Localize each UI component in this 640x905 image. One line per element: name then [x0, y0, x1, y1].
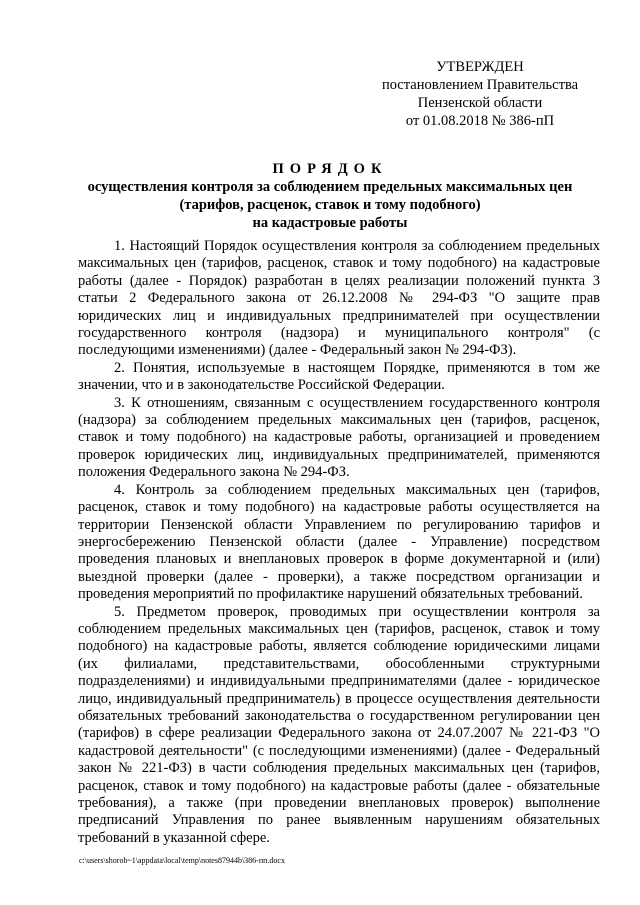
- footer-file-path: c:\users\shorob~1\appdata\local\temp\notes87944b\386-пп.docx: [79, 856, 285, 865]
- approval-authority: постановлением Правительства: [381, 77, 579, 93]
- document-body: [78, 238, 600, 847]
- title-line-3: на кадастровые работы: [252, 215, 408, 231]
- approval-stamp: [380, 58, 580, 130]
- paragraph-3: 3. К отношениям, связанным с осуществлением государственного контроля (надзора) за соблюдением предельных максимальных цен (тарифов, расценок, ставок и тому подобного) на кадастровые работы, организацией и проведением проверок юридических лиц, индивидуальных предпринимателей, применяются положения Федерального закона № 294-ФЗ.: [78, 394, 600, 481]
- approval-heading: УТВЕРЖДЕН: [436, 59, 524, 75]
- title-word: ПОРЯДОК: [272, 161, 388, 177]
- title-line-1: осуществления контроля за соблюдением предельных максимальных цен: [87, 179, 573, 195]
- approval-date-number: от 01.08.2018 № 386-пП: [405, 113, 555, 129]
- paragraph-5: 5. Предметом проверок, проводимых при осуществлении контроля за соблюдением предельных максимальных цен (тарифов, расценок, ставок и тому подобного) на кадастровые работы, является соблюдение юридическими лицами (их филиалами, представительствами, обособленными структурными подразделениями) и индивидуальными предпринимателями (далее - юридическое лицо, индивидуальный предприниматель) в процессе осуществления деятельности обязательных требований законодательства о государственном регулировании цен (тарифов) в сфере реализации Федерального закона от 24.07.2007 № 221-ФЗ "О кадастровой деятельности" (с последующими изменениями) (далее - Федеральный закон № 221-ФЗ) в части соблюдения предельных максимальных цен (тарифов, расценок, ставок и тому подобного) на кадастровые работы (далее - обязательные требования), а также (при проведении внеплановых проверок) выполнение предписаний Управления по ранее выявленным нарушениям обязательных требований в указанной сфере.: [78, 603, 600, 846]
- document-title: [60, 160, 600, 232]
- paragraph-4: 4. Контроль за соблюдением предельных максимальных цен (тарифов, расценок, ставок и тому подобного) на кадастровые работы осуществляется на территории Пензенской области Управлением по регулированию тарифов и энергосбережению Пензенской области (далее - Управление) посредством проведения плановых и внеплановых проверок в форме документарной и (или) выездной проверки (далее - проверки), а также посредством организации и проведения мероприятий по профилактике нарушений обязательных требований.: [78, 481, 600, 603]
- title-line-2: (тарифов, расценок, ставок и тому подобного): [179, 197, 481, 213]
- paragraph-1: 1. Настоящий Порядок осуществления контроля за соблюдением предельных максимальных цен (тарифов, расценок, ставок и тому подобного) на кадастровые работы (далее - Порядок) разработан в целях реализации положений пункта 3 статьи 2 Федерального закона от 26.12.2008 № 294-ФЗ "О защите прав юридических лиц и индивидуальных предпринимателей при осуществлении государственного контроля (надзора) и муниципального контроля" (с последующими изменениями) (далее - Федеральный закон № 294-ФЗ).: [78, 238, 600, 359]
- paragraph-2: 2. Понятия, используемые в настоящем Порядке, применяются в том же значении, что и в законодательстве Российской Федерации.: [78, 359, 600, 394]
- approval-region: Пензенской области: [417, 95, 543, 111]
